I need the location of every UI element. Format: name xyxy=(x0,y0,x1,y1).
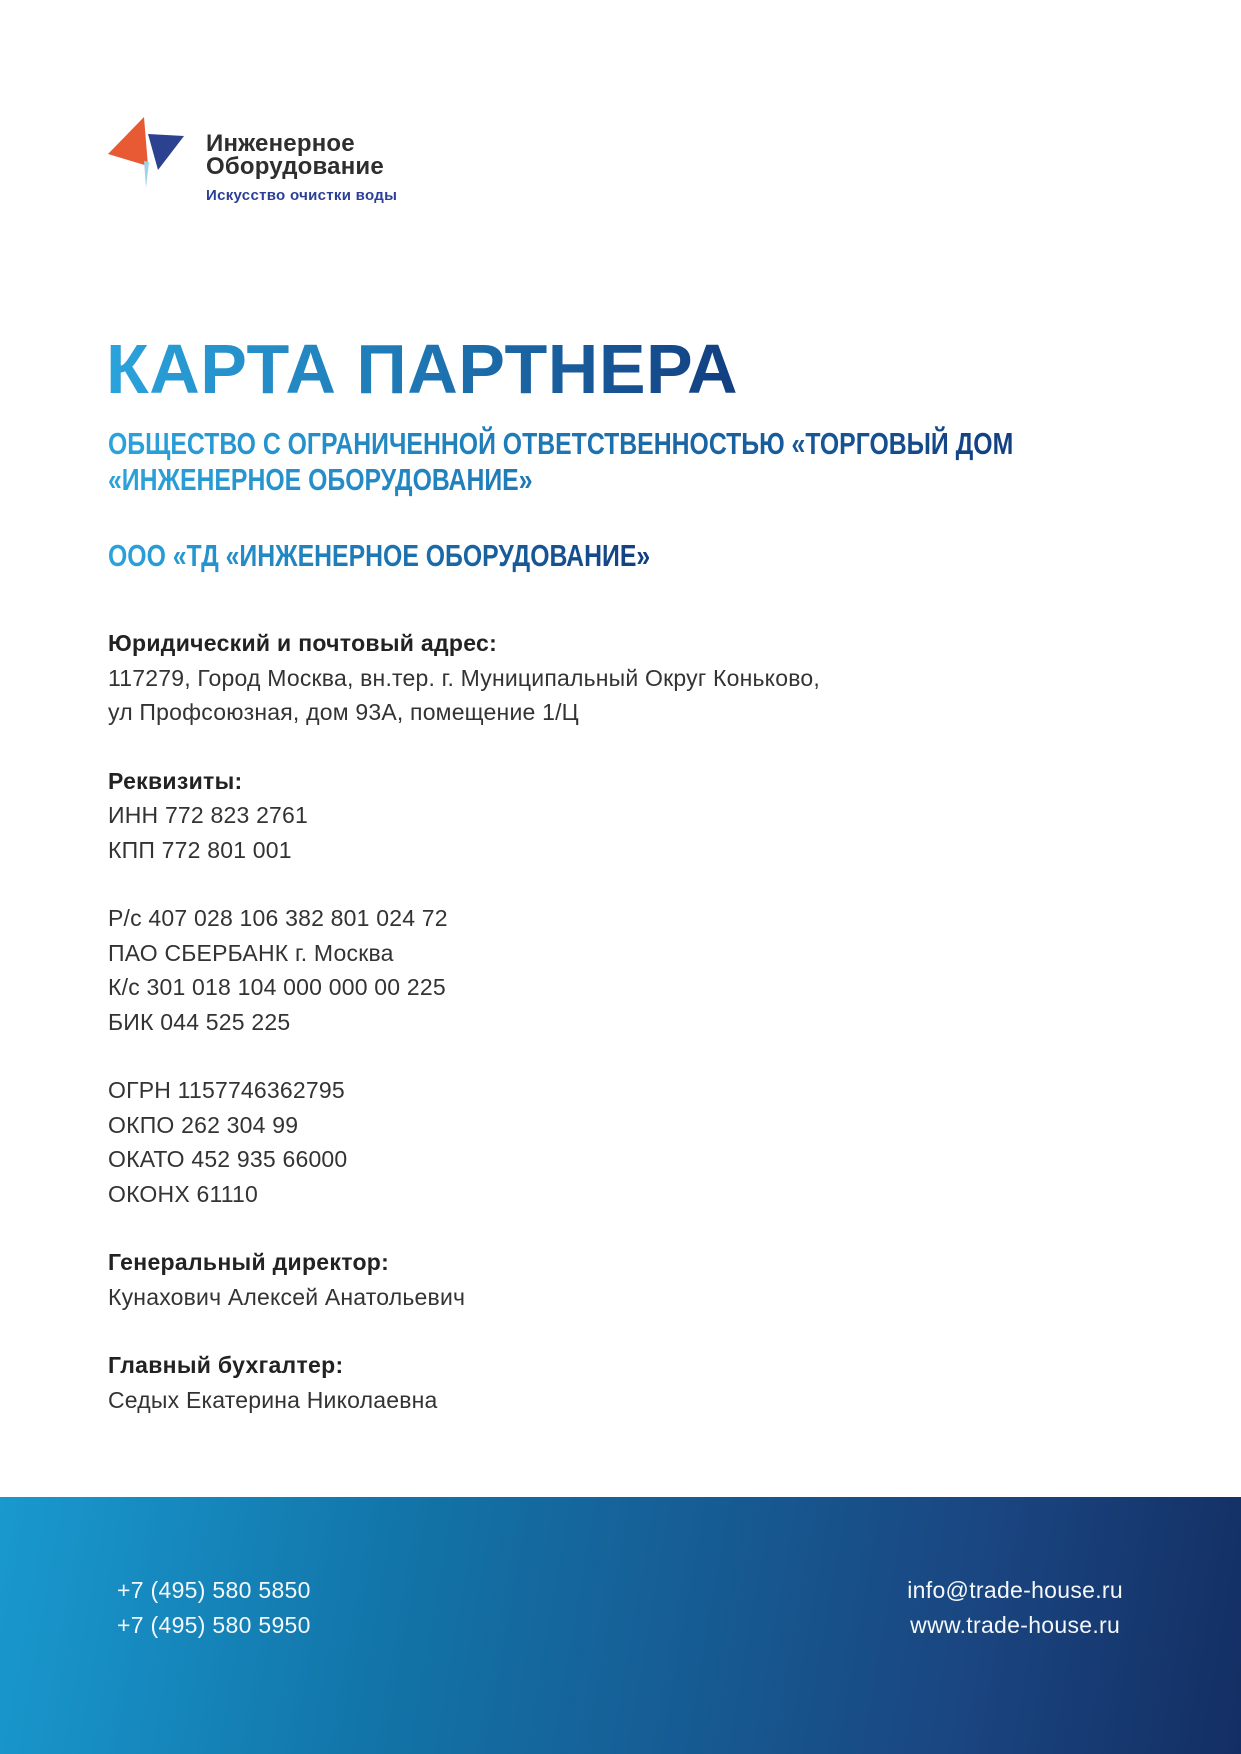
footer-phones xyxy=(117,1573,311,1754)
footer-web-contacts xyxy=(907,1573,1123,1754)
company-full-name-line1: ОБЩЕСТВО С ОГРАНИЧЕННОЙ ОТВЕТСТВЕННОСТЬЮ «ТОРГОВЫЙ ДОМ xyxy=(108,426,1014,461)
logo-tagline: Искусство очистки воды xyxy=(206,187,398,204)
logo-name-line2: Оборудование xyxy=(206,153,384,180)
accountant-label: Главный бухгалтер: xyxy=(108,1352,344,1378)
director-label: Генеральный директор: xyxy=(108,1249,390,1275)
requisites-codes-section xyxy=(108,1073,820,1211)
requisites-label: Реквизиты: xyxy=(108,767,243,794)
logo xyxy=(108,116,397,204)
requisites-tax-section xyxy=(108,764,820,868)
pinwheel-triangles-icon xyxy=(108,116,186,190)
requisite-settlement-account: Р/с 407 028 106 382 801 024 72 xyxy=(108,905,448,931)
footer-website: www.trade-house.ru xyxy=(910,1612,1121,1638)
footer-phone-2: +7 (495) 580 5950 xyxy=(117,1612,311,1638)
requisite-okpo: ОКПО 262 304 99 xyxy=(108,1111,299,1138)
company-full-name xyxy=(108,426,1013,498)
footer xyxy=(0,1497,1241,1754)
accountant-section xyxy=(108,1348,820,1417)
company-full-name-line2: «ИНЖЕНЕРНОЕ ОБОРУДОВАНИЕ» xyxy=(108,462,533,497)
accountant-name: Седых Екатерина Николаевна xyxy=(108,1386,438,1413)
footer-phone-1: +7 (495) 580 5850 xyxy=(117,1577,311,1603)
address-section xyxy=(108,626,820,730)
details xyxy=(108,626,820,1451)
director-name: Кунахович Алексей Анатольевич xyxy=(108,1283,466,1310)
logo-name xyxy=(206,132,397,178)
requisite-inn: ИНН 772 823 2761 xyxy=(108,802,309,828)
requisite-okonh: ОКОНХ 61110 xyxy=(108,1180,259,1207)
footer-email: info@trade-house.ru xyxy=(907,1577,1123,1603)
address-line: ул Профсоюзная, дом 93А, помещение 1/Ц xyxy=(108,699,579,725)
requisite-bik: БИК 044 525 225 xyxy=(108,1008,291,1035)
address-label: Юридический и почтовый адрес: xyxy=(108,630,498,656)
address-line: 117279, Город Москва, вн.тер. г. Муниципальный Округ Коньково, xyxy=(108,664,820,691)
logo-text xyxy=(206,116,397,204)
director-section xyxy=(108,1245,820,1314)
company-short-name: ООО «ТД «ИНЖЕНЕРНОЕ ОБОРУДОВАНИЕ» xyxy=(108,538,651,573)
page-title: КАРТА ПАРТНЕРА xyxy=(106,330,739,408)
requisite-okato: ОКАТО 452 935 66000 xyxy=(108,1146,348,1172)
logo-name-line1: Инженерное xyxy=(206,130,355,157)
requisite-kpp: КПП 772 801 001 xyxy=(108,836,292,863)
requisite-bank-name: ПАО СБЕРБАНК г. Москва xyxy=(108,939,394,966)
requisite-correspondent-account: К/с 301 018 104 000 000 00 225 xyxy=(108,974,446,1000)
requisite-ogrn: ОГРН 1157746362795 xyxy=(108,1077,345,1103)
requisites-bank-section xyxy=(108,901,820,1039)
